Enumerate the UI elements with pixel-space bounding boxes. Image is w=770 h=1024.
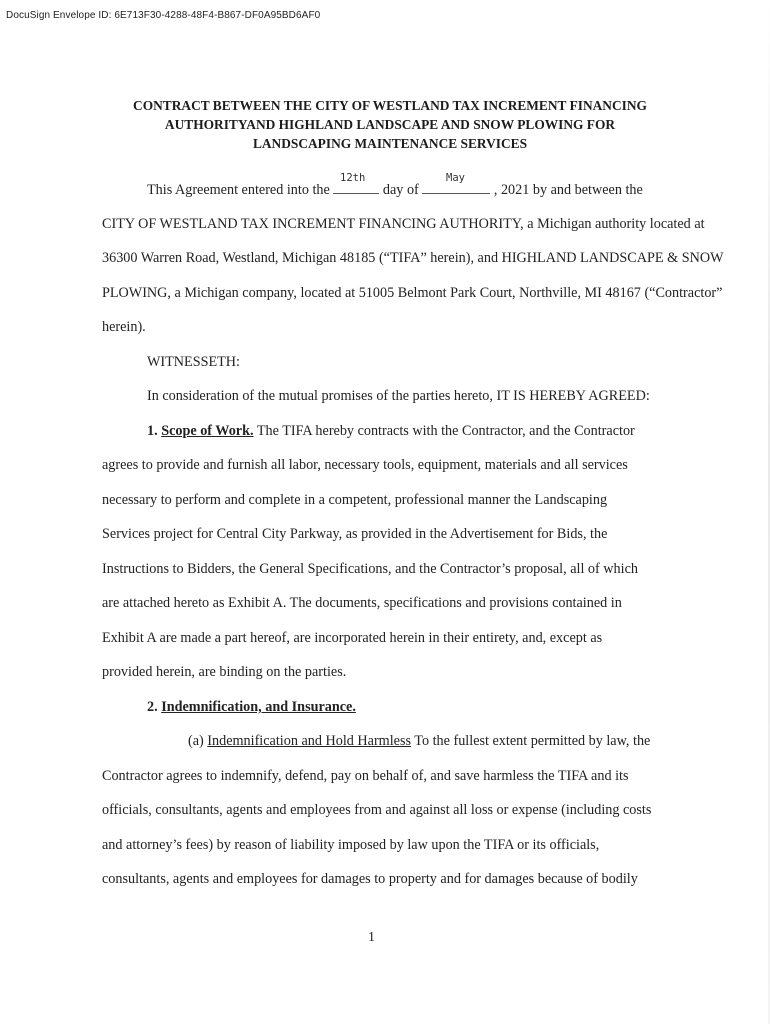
section-1-line-7: Exhibit A are made a part hereof, are incorporated herein in their entirety, and, except as — [102, 630, 603, 646]
section-2-number: 2. — [147, 699, 158, 715]
page-number: 1 — [368, 930, 375, 945]
section-1-line-1-rest: The TIFA hereby contracts with the Contractor, and the Contractor — [256, 423, 635, 439]
section-2-line-4: and attorney’s fees) by reason of liability imposed by law upon the TIFA or its officials, — [102, 837, 600, 853]
agreement-month-value: May — [446, 172, 465, 184]
section-1-line-6: are attached hereto as Exhibit A. The documents, specifications and provisions contained in — [102, 595, 622, 611]
agreement-day-value: 12th — [340, 172, 366, 184]
section-1-line-2: agrees to provide and furnish all labor, necessary tools, equipment, materials and all services — [102, 457, 628, 473]
month-blank — [422, 181, 490, 194]
agreement-text-after: , 2021 by and between the — [493, 182, 643, 198]
section-1-number: 1. — [147, 423, 158, 439]
docusign-envelope-id: DocuSign Envelope ID: 6E713F30-4288-48F4-B867-DF0A95BD6AF0 — [6, 10, 321, 21]
section-1-heading: Scope of Work. — [161, 423, 254, 439]
section-1-line-4: Services project for Central City Parkway, as provided in the Advertisement for Bids, the — [102, 526, 608, 542]
section-1-line-1 — [147, 423, 635, 440]
section-2a-heading: Indemnification and Hold Harmless — [207, 733, 411, 749]
section-2-heading-line — [147, 699, 356, 716]
section-1-line-3: necessary to perform and complete in a competent, professional manner the Landscaping — [102, 492, 608, 508]
agreement-text-before: This Agreement entered into the — [147, 182, 330, 198]
agreement-line-2: CITY OF WESTLAND TAX INCREMENT FINANCING AUTHORITY, a Michigan authority located at — [102, 216, 705, 232]
section-2-heading: Indemnification, and Insurance. — [161, 699, 356, 715]
title-line-1: CONTRACT BETWEEN THE CITY OF WESTLAND TAX INCREMENT FINANCING — [133, 98, 647, 113]
agreement-text-day-of: day of — [382, 182, 419, 198]
agreement-line-4: PLOWING, a Michigan company, located at 51005 Belmont Park Court, Northville, MI 48167 (“Contractor” — [102, 285, 723, 301]
section-2a-line-1 — [188, 733, 650, 750]
contract-title — [90, 96, 690, 153]
consideration-clause: In consideration of the mutual promises of the parties hereto, IT IS HEREBY AGREED: — [147, 388, 650, 404]
section-2a-label: (a) — [188, 733, 204, 749]
agreement-line-3: 36300 Warren Road, Westland, Michigan 48185 (“TIFA” herein), and HIGHLAND LANDSCAPE & SNOW — [102, 250, 724, 266]
agreement-line-5: herein). — [102, 319, 146, 335]
section-1-line-8: provided herein, are binding on the parties. — [102, 664, 347, 680]
section-2a-line-1-rest: To the fullest extent permitted by law, the — [414, 733, 651, 749]
section-2-line-5: consultants, agents and employees for damages to property and for damages because of bodily — [102, 871, 638, 887]
day-blank — [333, 181, 379, 194]
section-2-line-3: officials, consultants, agents and employees from and against all loss or expense (including costs — [102, 802, 652, 818]
section-2-line-2: Contractor agrees to indemnify, defend, pay on behalf of, and save harmless the TIFA and its — [102, 768, 629, 784]
section-1-line-5: Instructions to Bidders, the General Specifications, and the Contractor’s proposal, all of which — [102, 561, 638, 577]
title-line-2: AUTHORITYAND HIGHLAND LANDSCAPE AND SNOW PLOWING FOR — [164, 117, 616, 132]
agreement-line-1 — [147, 181, 643, 199]
witnesseth-heading: WITNESSETH: — [147, 354, 240, 370]
title-line-3: LANDSCAPING MAINTENANCE SERVICES — [252, 136, 528, 151]
